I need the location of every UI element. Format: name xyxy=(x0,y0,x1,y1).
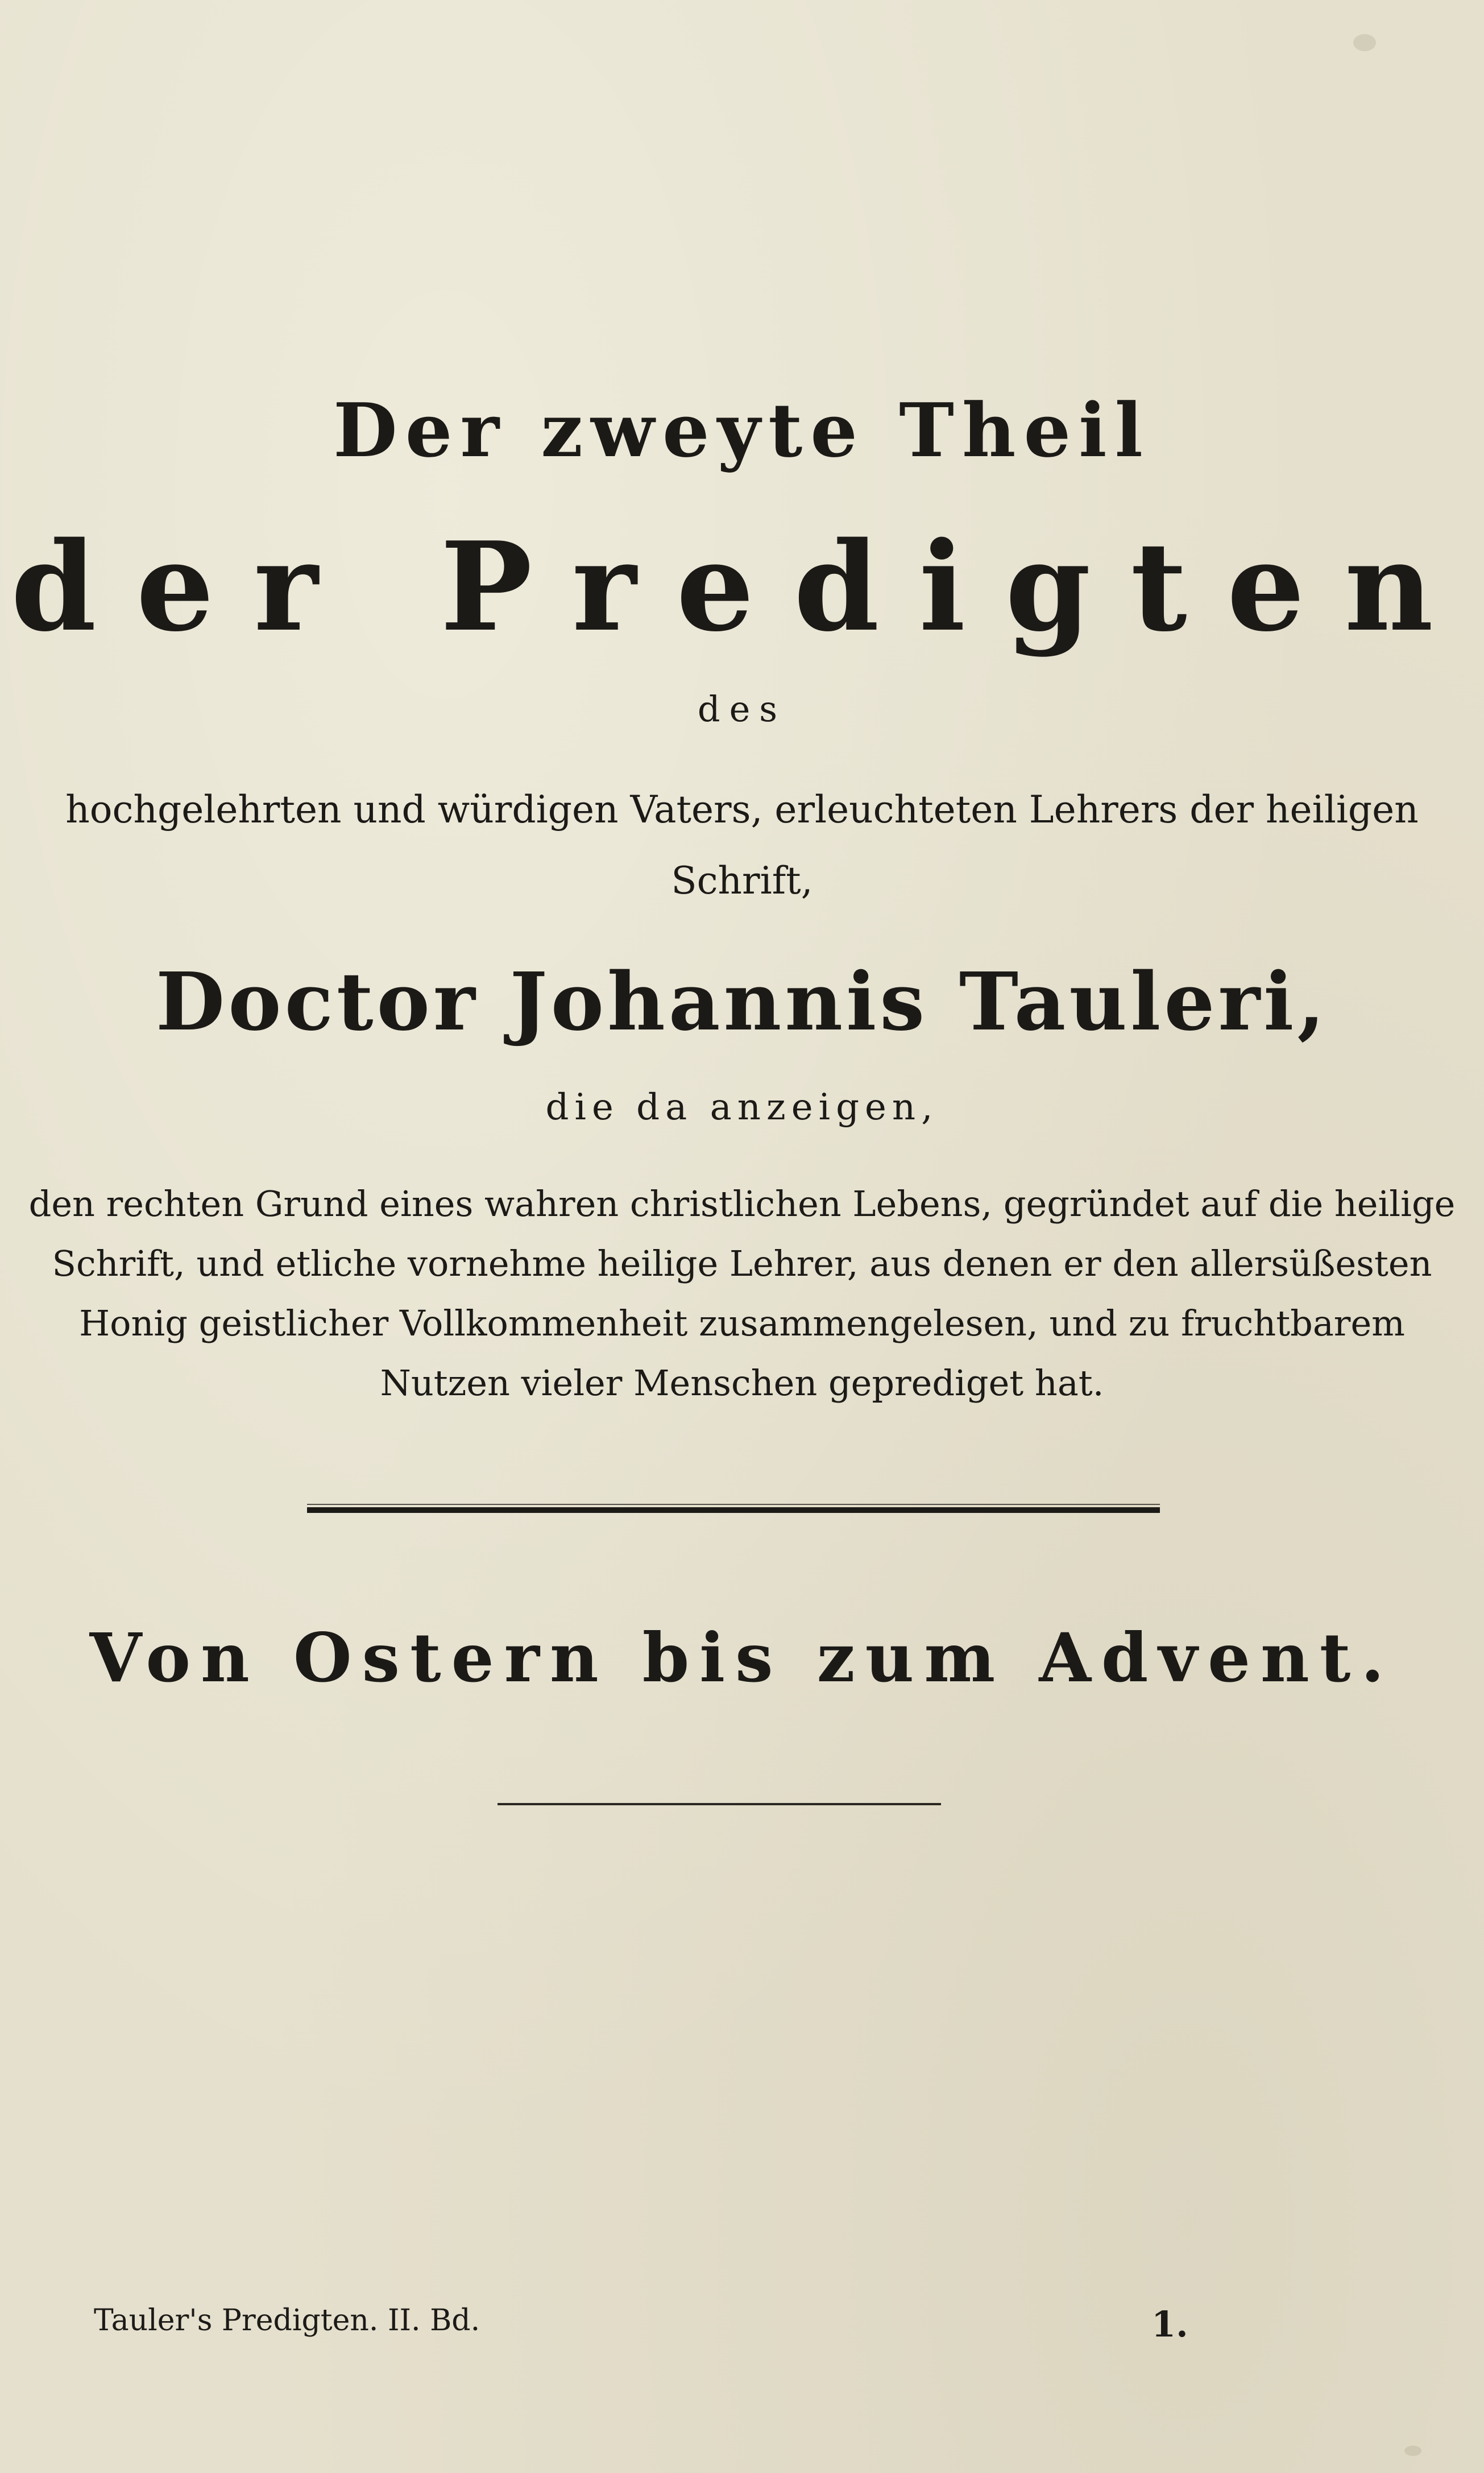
ornamental-rule-thin xyxy=(307,1504,1160,1505)
title-line-2: der Predigten xyxy=(11,515,1473,659)
body-line-4: Nutzen vieler Menschen geprediget hat. xyxy=(380,1362,1104,1404)
short-divider-rule xyxy=(498,1803,941,1805)
des-text: des xyxy=(697,688,787,730)
description-line-2: Schrift, xyxy=(671,859,813,903)
volume-subtitle: Von Ostern bis zum Advent. xyxy=(89,1618,1395,1697)
body-line-3: Honig geistlicher Vollkommenheit zusammengelesen, und zu fruchtbarem xyxy=(79,1302,1405,1344)
paper-stain xyxy=(1404,2446,1421,2456)
body-line-2: Schrift, und etliche vornehme heilige Lehrer, aus denen er den allersüßesten xyxy=(52,1243,1432,1284)
sheet-mark: 1. xyxy=(1151,2304,1188,2345)
title-line-1: Der zweyte Theil xyxy=(333,387,1151,474)
ornamental-rule-thick xyxy=(307,1507,1160,1513)
author-name: Doctor Johannis Tauleri, xyxy=(155,956,1329,1049)
signature-line: Tauler's Predigten. II. Bd. xyxy=(94,2304,480,2338)
body-line-1: den rechten Grund eines wahren christlichen Lebens, gegründet auf die heilige xyxy=(28,1183,1456,1225)
description-line-1: hochgelehrten und würdigen Vaters, erleuchteten Lehrers der heiligen xyxy=(65,788,1419,832)
paper-stain xyxy=(1353,34,1376,51)
anzeigen-text: die da anzeigen, xyxy=(545,1086,939,1128)
